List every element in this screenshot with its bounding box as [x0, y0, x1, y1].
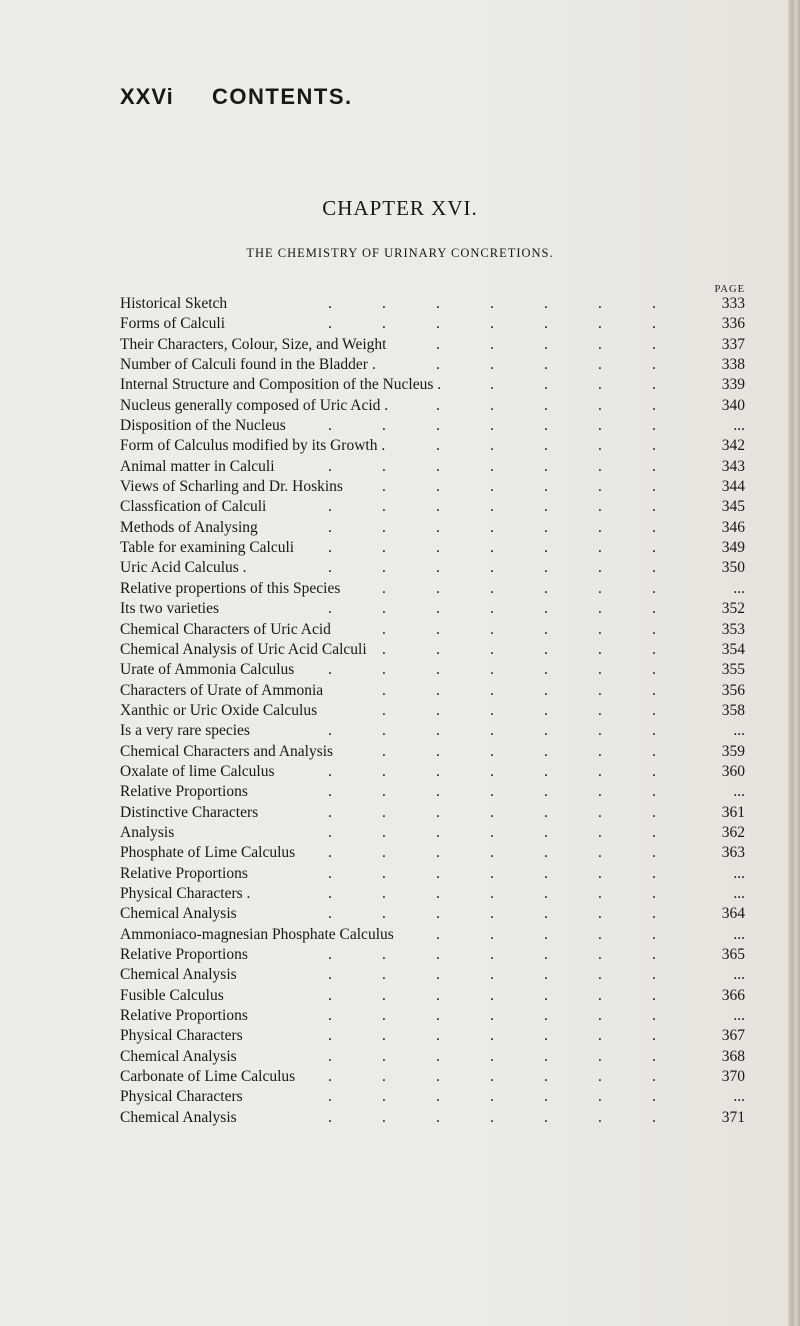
toc-entry [120, 782, 745, 802]
toc-entry [120, 1108, 745, 1128]
toc-entry-title: Ammoniaco-magnesian Phosphate Calculus [120, 925, 394, 943]
dot-leader: . . . . . . . [328, 1027, 656, 1045]
toc-entry-title: Chemical Analysis [120, 966, 237, 984]
dot-leader: . . . . . . . [328, 457, 656, 475]
toc-entry-title: Is a very rare species [120, 722, 250, 740]
dot-leader: . . . . . [436, 396, 656, 414]
toc-entry [120, 1026, 745, 1046]
toc-entry-page: 344 [721, 478, 745, 496]
page-number: XXVi [120, 84, 174, 109]
dot-leader: . . . . . . . [328, 864, 656, 882]
toc-entry-title: Physical Characters [120, 1088, 243, 1106]
toc-entry-page: 346 [721, 518, 745, 536]
toc-entry [120, 945, 745, 965]
toc-entry-page: 365 [721, 946, 745, 963]
toc-entry [120, 843, 745, 863]
table-of-contents [120, 294, 745, 1128]
dot-leader: . . . . . . . [328, 1007, 656, 1025]
toc-entry-page: ... [733, 1007, 745, 1025]
toc-entry [120, 803, 745, 823]
dot-leader: . . . . . . [382, 681, 656, 699]
toc-entry-page: 368 [721, 1047, 745, 1065]
toc-entry [120, 355, 745, 375]
dot-leader: . . . . . . . [328, 518, 656, 536]
dot-leader: . . . . . . . [328, 661, 656, 679]
dot-leader: . . . . . . . [328, 1047, 656, 1065]
dot-leader: . . . . . [436, 356, 656, 374]
toc-entry-title: Form of Calculus modified by its Growth . [120, 437, 386, 455]
toc-entry [120, 457, 745, 477]
dot-leader: . . . . . . . [328, 417, 656, 435]
toc-entry [120, 721, 745, 741]
toc-entry-page: 352 [721, 600, 745, 618]
running-head-title: CONTENTS. [212, 84, 353, 109]
toc-entry-title: Relative Proportions [120, 864, 248, 882]
toc-entry-page: 339 [721, 376, 745, 394]
toc-entry-page: 355 [721, 661, 745, 679]
toc-entry-page: 340 [721, 396, 745, 414]
dot-leader: . . . . . . . [328, 966, 656, 984]
dot-leader: . . . . . . . [328, 762, 656, 780]
toc-entry-title: Physical Characters [120, 1027, 243, 1045]
toc-entry [120, 823, 745, 843]
toc-entry [120, 477, 745, 497]
dot-leader: . . . . . . . [328, 315, 656, 333]
toc-entry-page: ... [733, 884, 745, 902]
toc-entry-title: Chemical Analysis [120, 1108, 237, 1126]
toc-entry-page: ... [733, 966, 745, 984]
toc-entry-title: Relative Proportions [120, 1007, 248, 1025]
toc-entry-page: 359 [721, 742, 745, 760]
toc-entry-title: Chemical Analysis of Uric Acid Calculi [120, 640, 367, 658]
toc-entry-title: Oxalate of lime Calculus [120, 762, 275, 780]
dot-leader: . . . . . . [382, 620, 656, 638]
toc-entry-page: 350 [721, 559, 745, 577]
toc-entry-page: 362 [721, 823, 745, 841]
toc-entry [120, 396, 745, 416]
toc-entry-page: ... [733, 925, 745, 943]
dot-leader: . . . . . . [382, 701, 656, 719]
dot-leader: . . . . . . [382, 742, 656, 760]
toc-entry-page: 363 [721, 844, 745, 862]
toc-entry-title: Views of Scharling and Dr. Hoskins [120, 478, 343, 496]
dot-leader: . . . . . . . [328, 946, 656, 963]
toc-entry-page: 370 [721, 1068, 745, 1086]
toc-entry [120, 518, 745, 538]
toc-entry-page: 361 [721, 803, 745, 821]
dot-leader: . . . . . . . [328, 905, 656, 923]
toc-entry-title: Forms of Calculi [120, 315, 226, 333]
toc-entry [120, 314, 745, 334]
toc-entry-page: ... [733, 1088, 745, 1106]
dot-leader: . . . . . [436, 335, 656, 353]
toc-entry-page: 364 [721, 905, 745, 923]
toc-entry [120, 335, 745, 355]
toc-entry-title: Classfication of Calculi [120, 498, 267, 516]
toc-entry-page: 354 [721, 640, 745, 658]
toc-entry-title: Uric Acid Calculus . [120, 559, 247, 577]
dot-leader: . . . . . . . [328, 1108, 656, 1126]
toc-entry [120, 1087, 745, 1107]
chapter-subtitle: THE CHEMISTRY OF URINARY CONCRETIONS. [246, 246, 554, 260]
running-head [120, 84, 620, 114]
toc-entry-title: Carbonate of Lime Calculus [120, 1068, 296, 1086]
chapter-title: CHAPTER XVI. [322, 196, 478, 220]
toc-entry-title: Fusible Calculus [120, 986, 224, 1004]
toc-entry-page: ... [733, 722, 745, 740]
dot-leader: . . . . . . . [328, 559, 656, 577]
toc-entry-title: Relative Proportions [120, 946, 248, 963]
toc-entry-title: Chemical Characters of Uric Acid [120, 620, 331, 638]
toc-entry [120, 375, 745, 395]
toc-entry-title: Historical Sketch [120, 295, 228, 312]
toc-entry-page: 371 [721, 1108, 745, 1126]
toc-entry-title: Xanthic or Uric Oxide Calculus [120, 701, 318, 719]
toc-entry-page: 345 [721, 498, 745, 516]
toc-entry [120, 1067, 745, 1087]
toc-entry-page: 353 [721, 620, 745, 638]
page-column-label: PAGE [714, 284, 745, 295]
toc-entry [120, 416, 745, 436]
toc-entry-page: 366 [721, 986, 745, 1004]
toc-entry-title: Analysis [120, 823, 175, 841]
toc-entry [120, 925, 745, 945]
toc-entry [120, 742, 745, 762]
toc-entry [120, 986, 745, 1006]
dot-leader: . . . . . . . [328, 722, 656, 740]
dot-leader: . . . . . . . [328, 498, 656, 516]
toc-entry-title: Animal matter in Calculi [120, 457, 275, 475]
toc-entry [120, 579, 745, 599]
toc-entry [120, 1006, 745, 1026]
toc-entry [120, 497, 745, 517]
toc-entry-page: 336 [721, 315, 745, 333]
toc-entry [120, 436, 745, 456]
toc-entry-page: 333 [721, 295, 745, 312]
toc-entry-title: Phosphate of Lime Calculus [120, 844, 296, 862]
toc-entry [120, 762, 745, 782]
dot-leader: . . . . . . . [328, 539, 656, 557]
page-edge [788, 0, 800, 1326]
toc-entry [120, 1047, 745, 1067]
toc-entry-title: Methods of Analysing [120, 518, 258, 536]
toc-entry-title: Table for examining Calculi [120, 539, 295, 557]
toc-entry [120, 640, 745, 660]
toc-entry [120, 864, 745, 884]
toc-entry [120, 884, 745, 904]
toc-entry-page: 367 [721, 1027, 745, 1045]
toc-entry [120, 681, 745, 701]
dot-leader: . . . . . . . [328, 295, 656, 312]
toc-entry-page: ... [733, 417, 745, 435]
toc-entry-page: 338 [721, 356, 745, 374]
toc-entry [120, 660, 745, 680]
dot-leader: . . . . [490, 376, 656, 394]
toc-entry-title: Internal Structure and Composition of the Nucleus . [120, 376, 442, 394]
toc-entry-title: Number of Calculi found in the Bladder . [120, 356, 376, 374]
toc-entry-title: Characters of Urate of Ammonia [120, 681, 324, 699]
toc-entry-title: Disposition of the Nucleus [120, 417, 286, 435]
dot-leader: . . . . . . . [328, 783, 656, 801]
toc-entry-title: Relative propertions of this Species [120, 579, 341, 597]
toc-entry-page: 343 [721, 457, 745, 475]
dot-leader: . . . . . . . [328, 884, 656, 902]
dot-leader: . . . . . . . [328, 600, 656, 618]
dot-leader: . . . . . [436, 437, 656, 455]
dot-leader: . . . . . . [382, 478, 656, 496]
toc-entry-page: ... [733, 579, 745, 597]
dot-leader: . . . . . . [382, 579, 656, 597]
toc-entry-title: Chemical Characters and Analysis [120, 742, 334, 760]
toc-entry [120, 599, 745, 619]
toc-entry-title: Physical Characters . [120, 884, 251, 902]
toc-entry-page: 360 [721, 762, 745, 780]
toc-entry [120, 538, 745, 558]
toc-entry [120, 904, 745, 924]
toc-entry-title: Its two varieties [120, 600, 220, 618]
toc-entry-title: Nucleus generally composed of Uric Acid . [120, 396, 389, 414]
toc-entry-title: Urate of Ammonia Calculus [120, 661, 295, 679]
dot-leader: . . . . . . . [328, 803, 656, 821]
toc-entry-page: 356 [721, 681, 745, 699]
toc-entry-title: Chemical Analysis [120, 1047, 237, 1065]
toc-entry-title: Relative Proportions [120, 783, 248, 801]
dot-leader: . . . . . . . [328, 844, 656, 862]
toc-entry [120, 701, 745, 721]
toc-entry-title: Distinctive Characters [120, 803, 259, 821]
dot-leader: . . . . . . . [328, 1068, 656, 1086]
toc-entry-page: 337 [721, 335, 745, 353]
toc-entry-page: ... [733, 864, 745, 882]
dot-leader: . . . . . . [382, 640, 656, 658]
toc-entry-page: 358 [721, 701, 745, 719]
dot-leader: . . . . . [436, 925, 656, 943]
toc-entry [120, 620, 745, 640]
toc-entry [120, 558, 745, 578]
toc-entry-page: 349 [721, 539, 745, 557]
toc-entry-title: Their Characters, Colour, Size, and Weight [120, 335, 387, 353]
dot-leader: . . . . . . . [328, 823, 656, 841]
toc-entry [120, 965, 745, 985]
toc-entry [120, 294, 745, 314]
toc-entry-page: 342 [721, 437, 745, 455]
dot-leader: . . . . . . . [328, 1088, 656, 1106]
toc-entry-title: Chemical Analysis [120, 905, 237, 923]
toc-entry-page: ... [733, 783, 745, 801]
dot-leader: . . . . . . . [328, 986, 656, 1004]
